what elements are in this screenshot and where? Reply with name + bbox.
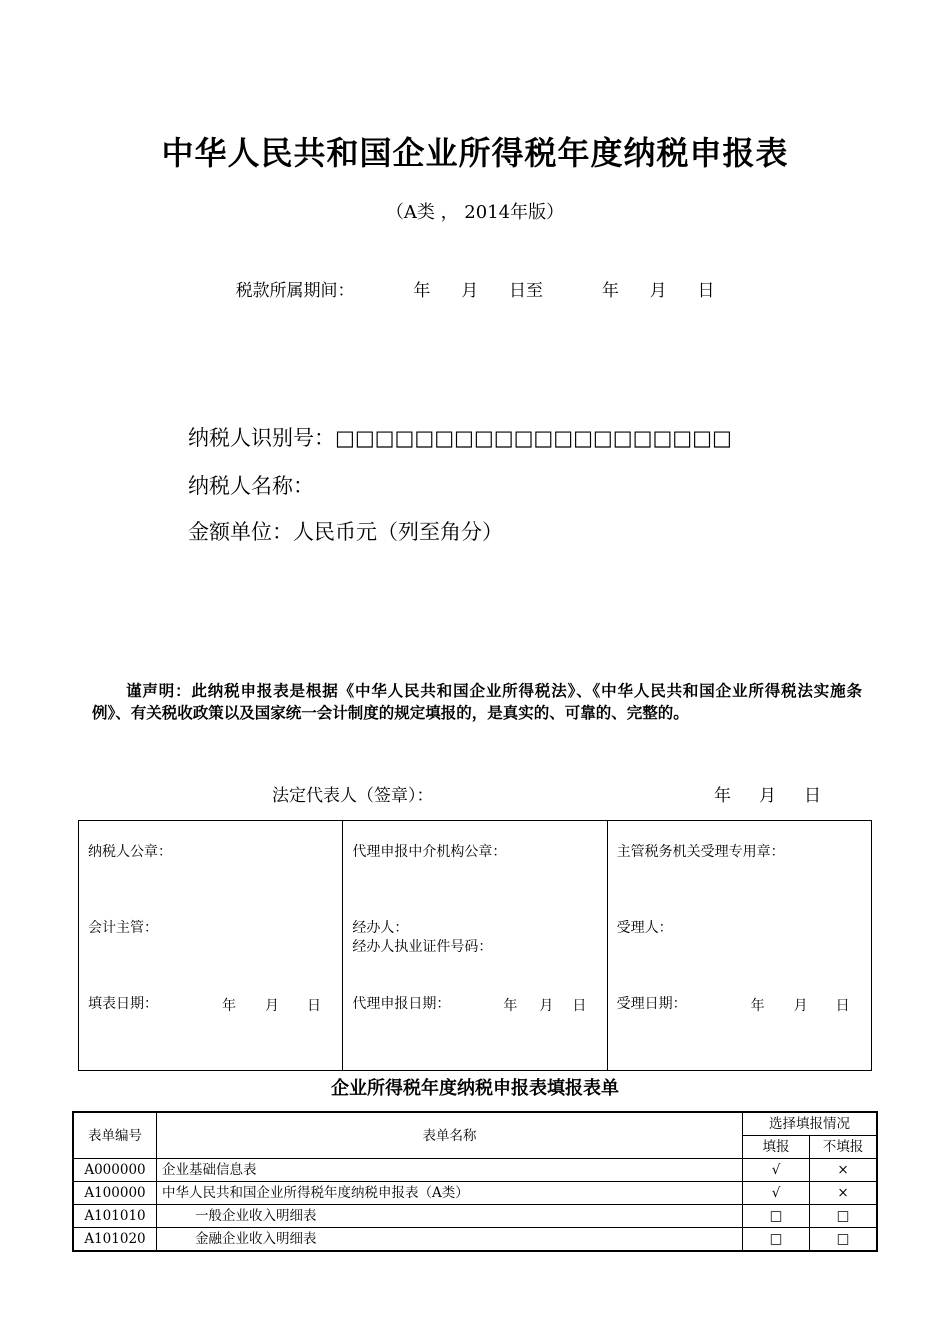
taxpayer-id-label: 纳税人识别号： bbox=[188, 426, 335, 450]
table-row bbox=[73, 1205, 877, 1228]
agent-date-month: 月 bbox=[539, 998, 554, 1014]
taxpayer-seal-column bbox=[79, 821, 343, 1070]
fill-checkbox[interactable]: √ bbox=[743, 1159, 810, 1182]
seal-section bbox=[78, 820, 872, 1071]
agent-license-label: 经办人执业证件号码： bbox=[352, 939, 493, 955]
period-start-year: 年 bbox=[413, 281, 431, 301]
amount-unit-label: 金额单位：人民币元（列至角分） bbox=[188, 520, 503, 544]
taxpayer-id-row bbox=[188, 422, 732, 452]
period-start-day: 日至 bbox=[509, 281, 543, 301]
receive-date-year: 年 bbox=[750, 998, 765, 1014]
form-list-table bbox=[72, 1111, 878, 1252]
agent-handler-label: 经办人： bbox=[352, 920, 409, 936]
no-fill-checkbox[interactable]: □ bbox=[810, 1205, 878, 1228]
receive-date-label: 受理日期： bbox=[616, 996, 687, 1012]
tax-period bbox=[0, 276, 950, 301]
no-fill-checkbox[interactable]: × bbox=[810, 1182, 878, 1205]
form-code: A100000 bbox=[73, 1182, 157, 1205]
header-form-name: 表单名称 bbox=[157, 1112, 743, 1159]
no-fill-checkbox[interactable]: □ bbox=[810, 1228, 878, 1252]
form-name: 企业基础信息表 bbox=[157, 1159, 743, 1182]
accounting-supervisor-label: 会计主管： bbox=[88, 920, 158, 936]
fill-date-month: 月 bbox=[265, 998, 279, 1014]
period-end-year: 年 bbox=[601, 281, 619, 301]
period-label: 税款所属期间： bbox=[235, 281, 355, 301]
fill-date-label: 填表日期： bbox=[88, 996, 158, 1012]
agent-date-day: 日 bbox=[572, 998, 587, 1014]
taxpayer-seal-label: 纳税人公章： bbox=[88, 844, 172, 860]
agent-date-year: 年 bbox=[503, 998, 518, 1014]
declaration-text: 谨声明：此纳税申报表是根据《中华人民共和国企业所得税法》、《中华人民共和国企业所得税法实施条例》、有关税收政策以及国家统一会计制度的规定填报的，是真实的、可靠的、完整的。 bbox=[92, 682, 862, 722]
legal-month: 月 bbox=[759, 786, 776, 806]
legal-year: 年 bbox=[714, 786, 731, 806]
taxpayer-name-label: 纳税人名称： bbox=[188, 474, 314, 498]
table-row bbox=[73, 1182, 877, 1205]
tax-authority-column bbox=[608, 821, 871, 1070]
form-code: A000000 bbox=[73, 1159, 157, 1182]
fill-checkbox[interactable]: √ bbox=[743, 1182, 810, 1205]
period-start-month: 月 bbox=[461, 281, 479, 301]
receive-date-day: 日 bbox=[835, 998, 850, 1014]
fill-checkbox[interactable]: □ bbox=[743, 1228, 810, 1252]
fill-checkbox[interactable]: □ bbox=[743, 1205, 810, 1228]
page-title: 中华人民共和国企业所得税年度纳税申报表 bbox=[161, 134, 789, 172]
header-select-status: 选择填报情况 bbox=[743, 1112, 878, 1136]
fill-date-year: 年 bbox=[222, 998, 236, 1014]
header-fill: 填报 bbox=[743, 1136, 810, 1159]
form-code: A101020 bbox=[73, 1228, 157, 1252]
fill-date-day: 日 bbox=[307, 998, 321, 1014]
no-fill-checkbox[interactable]: × bbox=[810, 1159, 878, 1182]
receive-date-month: 月 bbox=[793, 998, 808, 1014]
legal-rep-label: 法定代表人（签章）： bbox=[272, 786, 434, 806]
period-end-month: 月 bbox=[649, 281, 667, 301]
receiver-label: 受理人： bbox=[616, 920, 673, 936]
form-code: A101010 bbox=[73, 1205, 157, 1228]
form-name: 一般企业收入明细表 bbox=[157, 1205, 743, 1228]
form-name: 中华人民共和国企业所得税年度纳税申报表（A类） bbox=[157, 1182, 743, 1205]
form-version: （A类 ， 2014年版） bbox=[385, 202, 565, 223]
header-form-code: 表单编号 bbox=[73, 1112, 157, 1159]
taxpayer-id-boxes[interactable]: □□□□□□□□□□□□□□□□□□□□ bbox=[335, 426, 732, 450]
form-name: 金融企业收入明细表 bbox=[157, 1228, 743, 1252]
agent-seal-column bbox=[343, 821, 607, 1070]
period-end-day: 日 bbox=[697, 281, 715, 301]
table-row bbox=[73, 1159, 877, 1182]
table-row bbox=[73, 1228, 877, 1252]
tax-authority-seal-label: 主管税务机关受理专用章： bbox=[616, 844, 785, 860]
form-list-title: 企业所得税年度纳税申报表填报表单 bbox=[331, 1078, 619, 1099]
legal-rep-date bbox=[714, 781, 821, 806]
agent-date-label: 代理申报日期： bbox=[352, 996, 451, 1012]
header-no-fill: 不填报 bbox=[810, 1136, 878, 1159]
legal-day: 日 bbox=[804, 786, 821, 806]
agent-seal-label: 代理申报中介机构公章： bbox=[352, 844, 507, 860]
